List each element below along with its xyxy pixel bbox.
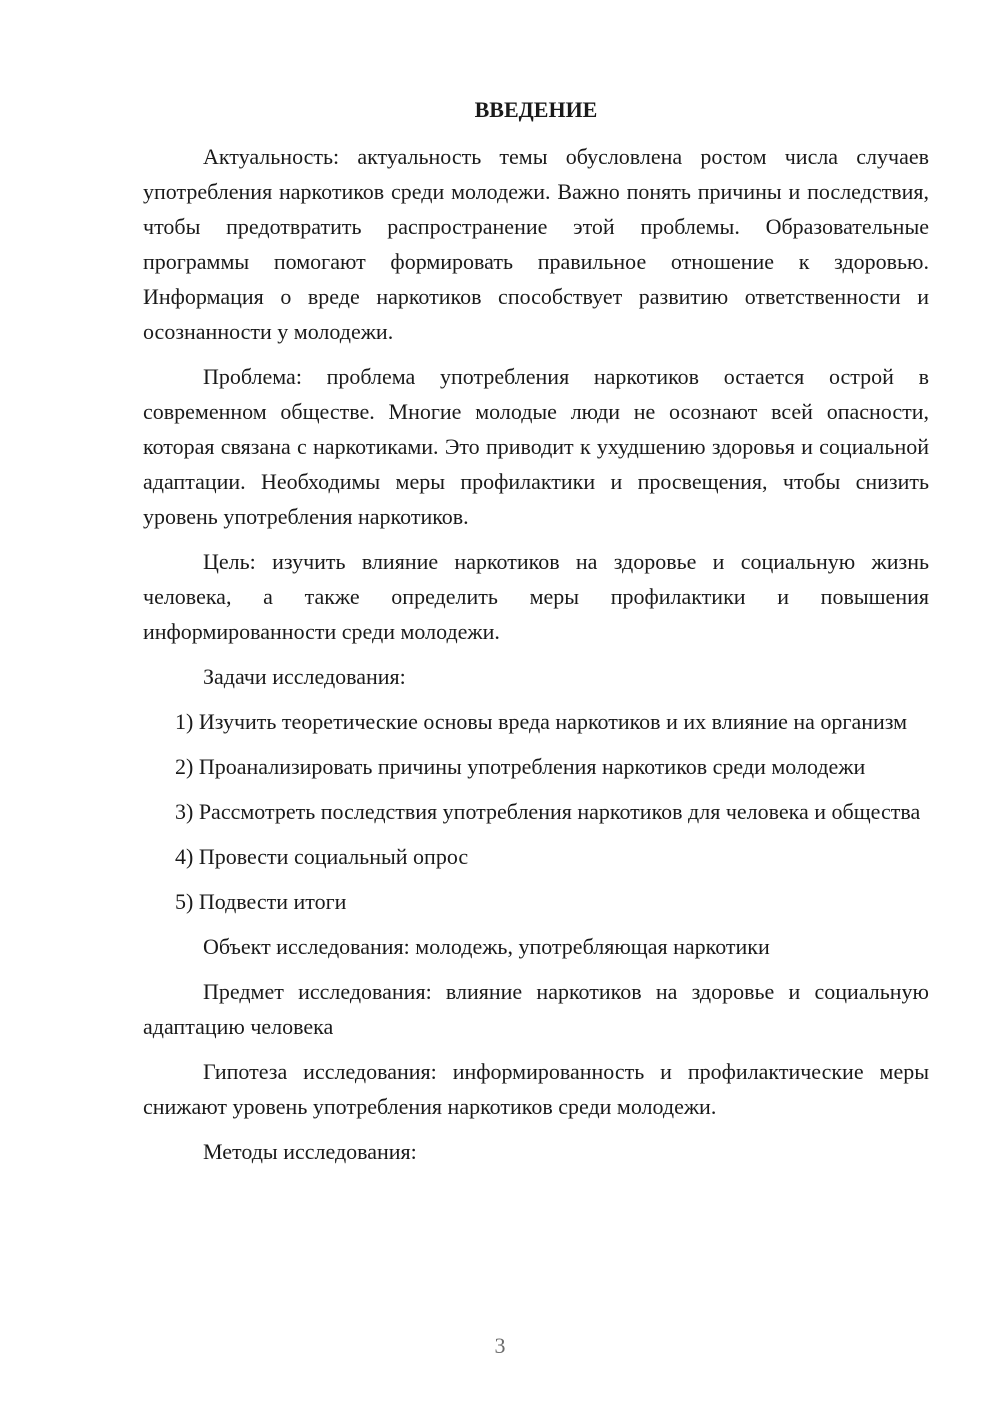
document-page — [143, 95, 929, 1179]
paragraph-hypothesis: Гипотеза исследования: информированность и профилактические меры снижают уровень употребления наркотиков среди молодежи. — [143, 1059, 929, 1119]
paragraph-problem: Проблема: проблема употребления наркотиков остается острой в современном обществе. Многие молодые люди не осознают всей опасности, которая связана с наркотиками. Это приводит к ухудшению здоровья и социальной адаптации. Необходимы меры профилактики и просвещения, чтобы снизить уровень употребления наркотиков. — [143, 364, 929, 529]
paragraph-object: Объект исследования: молодежь, употребляющая наркотики — [203, 934, 770, 959]
task-item-3: 3) Рассмотреть последствия употребления наркотиков для человека и общества — [175, 799, 921, 824]
task-item-5: 5) Подвести итоги — [175, 889, 347, 914]
paragraph-tasks-heading: Задачи исследования: — [203, 664, 406, 689]
paragraph-goal: Цель: изучить влияние наркотиков на здоровье и социальную жизнь человека, а также определить меры профилактики и повышения информированности среди молодежи. — [143, 549, 929, 644]
task-item-1: 1) Изучить теоретические основы вреда наркотиков и их влияние на организм — [175, 709, 908, 734]
paragraph-subject: Предмет исследования: влияние наркотиков на здоровье и социальную адаптацию человека — [143, 979, 929, 1039]
task-item-2: 2) Проанализировать причины употребления наркотиков среди молодежи — [175, 754, 866, 779]
paragraph-relevance: Актуальность: актуальность темы обусловлена ростом числа случаев употребления наркотиков среди молодежи. Важно понять причины и последствия, чтобы предотвратить распространение этой проблемы. Образовательные программы помогают формировать правильное отношение к здоровью. Информация о вреде наркотиков способствует развитию ответственности и осознанности у молодежи. — [143, 144, 929, 344]
task-item-4: 4) Провести социальный опрос — [175, 844, 469, 869]
paragraph-methods: Методы исследования: — [203, 1139, 417, 1164]
page-number: 3 — [494, 1333, 506, 1358]
page-title: ВВЕДЕНИЕ — [474, 97, 598, 122]
